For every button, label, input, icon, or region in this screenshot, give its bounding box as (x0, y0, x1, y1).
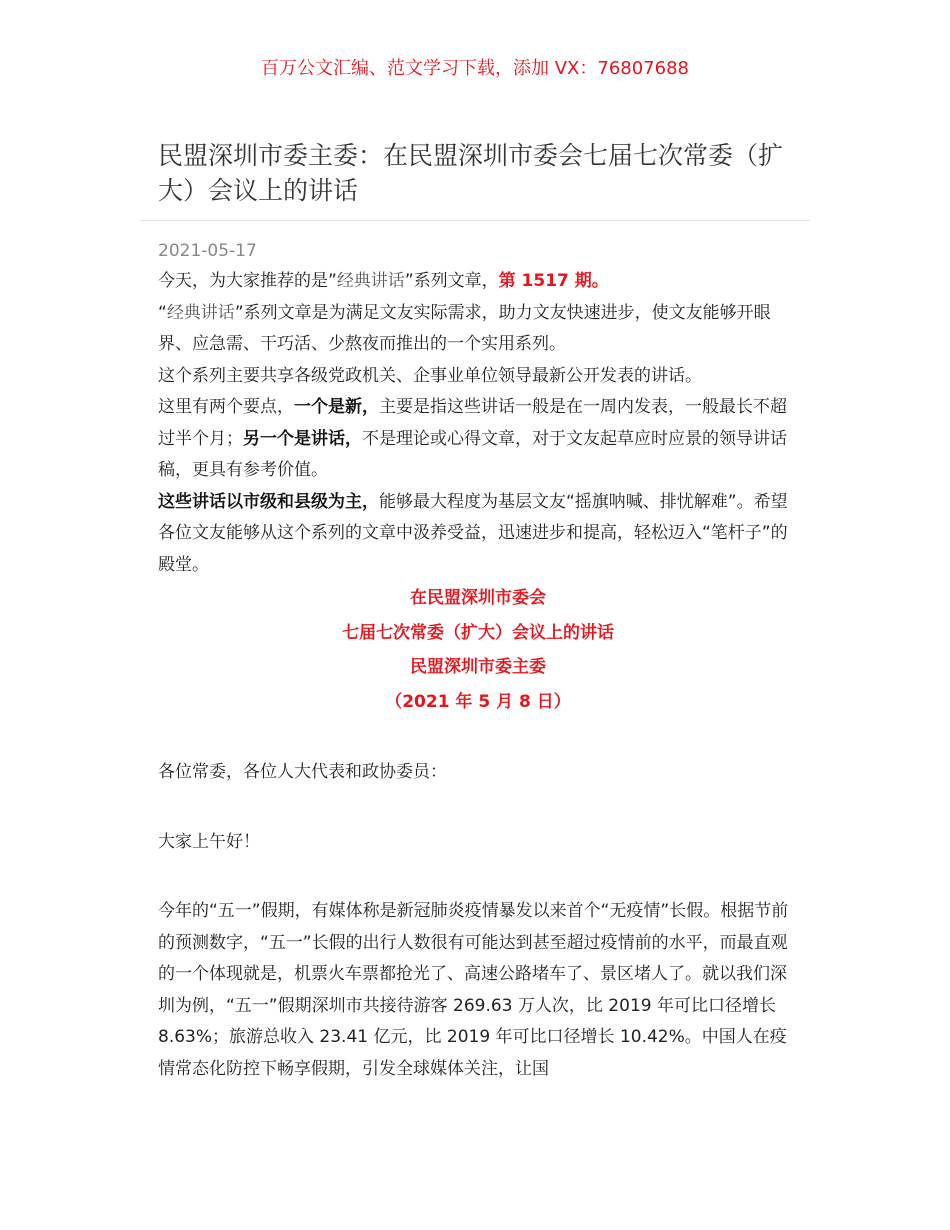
intro-text: ”系列文章， (404, 271, 499, 291)
speech-salutation: 各位常委，各位人大代表和政协委员： (158, 762, 447, 782)
intro-paragraph-1 (158, 266, 798, 298)
speech-greeting: 大家上午好！ (158, 831, 260, 852)
intro-text: 主要是指这些讲话一般是在一周内发表，一般最长不超过半个月； (158, 397, 787, 449)
intro-text: 能够最大程度为基层文友“摇旗呐喊、排忧解难”。希望各位文友能够从这个系列的文章中汲养受益，迅速进步和提高，轻松迈入“笔杆子”的殿堂。 (158, 491, 788, 575)
intro-paragraph-4 (158, 392, 798, 487)
intro-text: 不是理论或心得文章，对于文友起草应时应景的领导讲话稿，更具有参考价值。 (158, 428, 787, 480)
article-body (158, 266, 798, 1085)
intro-text: 今天，为大家推荐的是” (158, 271, 337, 291)
speech-paragraph-1: 今年的“五一”假期，有媒体称是新冠肺炎疫情暴发以来首个“无疫情”长假。根据节前的预测数字，“五一”长假的出行人数很有可能达到甚至超过疫情前的水平，而最直观的一个体现就是，机票火车票都抢光了、高速公路堵车了、景区堵人了。就以我们深圳为例，“五一”假期深圳市共接待游客 269.63 万人次，比 2019 年可比口径增长 8.63%；旅游总收入 23.41 亿元，比 2019 年可比口径增长 10.42%。中国人在疫情常态化防控下畅享假期，引发全球媒体关注，让国 (158, 901, 789, 1079)
emphasis-point-2: 另一个是讲话， (243, 428, 362, 449)
speech-date: （2021 年 5 月 8 日） (385, 691, 571, 712)
speech-heading-line-2: 七届七次常委（扩大）会议上的讲话 (342, 622, 614, 643)
speech-heading-line-1: 在民盟深圳市委会 (410, 588, 546, 608)
intro-paragraph-2 (158, 298, 798, 361)
issue-number: 第 1517 期。 (498, 271, 609, 291)
emphasis-scope: 这些讲话以市级和县级为主， (158, 491, 379, 512)
series-name: 经典讲话 (166, 302, 235, 323)
emphasis-point-1: 一个是新， (294, 397, 379, 417)
intro-paragraph-5 (158, 487, 798, 582)
speech-speaker: 民盟深圳市委主委 (410, 657, 546, 677)
intro-text: 这里有两个要点， (158, 397, 294, 417)
title-divider (140, 220, 810, 221)
article-title: 民盟深圳市委主委：在民盟深圳市委会七届七次常委（扩大）会议上的讲话 (158, 141, 784, 205)
publish-date: 2021-05-17 (158, 241, 257, 261)
promo-banner: 百万公文汇编、范文学习下载，添加 VX：76807688 (261, 58, 689, 79)
intro-text: ”系列文章是为满足文友实际需求，助力文友快速进步，使文友能够开眼界、应急需、干巧活、少熬夜而推出的一个实用系列。 (158, 302, 771, 354)
intro-text: “ (158, 302, 167, 323)
series-name: 经典讲话 (336, 271, 405, 291)
intro-paragraph-3: 这个系列主要共享各级党政机关、企事业单位领导最新公开发表的讲话。 (158, 365, 702, 386)
